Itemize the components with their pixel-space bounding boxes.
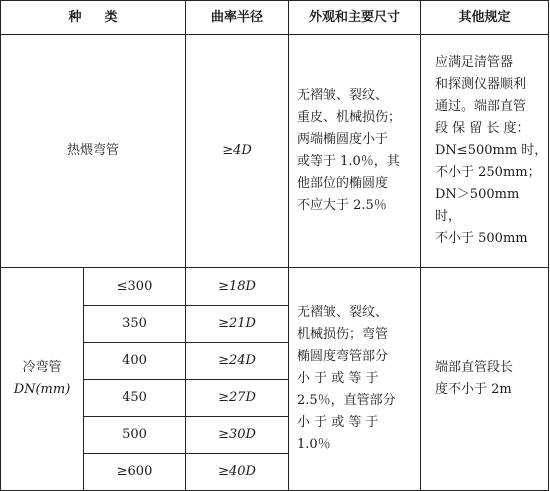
header-kind-char-2: 类 — [104, 9, 118, 25]
hot-bend-appearance-cell — [289, 35, 421, 268]
cold-bend-dn: 450 — [84, 380, 186, 417]
cold-bend-dn: 350 — [84, 306, 186, 343]
cold-bend-radius: ≥24D — [186, 343, 289, 380]
hot-bend-other: 应满足清管器 和探测仪器顺利 通过。端部直管 段 保 留 长 度： DN≤500mm 时， 不小于 250mm； DN＞500mm 时， 不小于 500mm — [435, 55, 548, 246]
header-kind-char-1: 种 — [68, 9, 82, 25]
hot-bend-radius: ≥4D — [186, 35, 289, 268]
cold-bend-dn: 400 — [84, 343, 186, 380]
hot-bend-row — [1, 35, 549, 268]
header-radius: 曲率半径 — [186, 1, 289, 35]
cold-bend-radius: ≥21D — [186, 306, 289, 343]
cold-bend-name-cell — [1, 268, 84, 491]
header-appearance: 外观和主要尺寸 — [289, 1, 421, 35]
cold-bend-radius: ≥40D — [186, 454, 289, 491]
cold-bend-appearance-cell — [289, 268, 421, 491]
cold-bend-dn: 500 — [84, 417, 186, 454]
header-row — [1, 1, 549, 35]
cold-bend-row — [1, 268, 549, 306]
cold-bend-other: 端部直管段长 度不小于 2m — [435, 360, 514, 397]
cold-bend-radius: ≥27D — [186, 380, 289, 417]
header-other: 其他规定 — [421, 1, 549, 35]
cold-bend-dn: ≥600 — [84, 454, 186, 491]
cold-bend-appearance: 无褶皱、裂纹、 机械损伤；弯管 椭圆度弯管部分 小 于 或 等 于 2.5％，直管部分 小 于 或 等 于 1.0％ — [297, 305, 396, 452]
header-kind — [1, 1, 186, 35]
cold-bend-dn-label: DN(mm) — [13, 382, 71, 397]
cold-bend-dn: ≤300 — [84, 268, 186, 306]
hot-bend-appearance: 无褶皱、裂纹、 重皮、机械损伤； 两端椭圆度小于 或等于 1.0％，其 他部位的椭圆度 不应大于 2.5％ — [297, 88, 402, 213]
hot-bend-name: 热煨弯管 — [1, 35, 186, 268]
cold-bend-name: 冷弯管 — [22, 360, 62, 375]
hot-bend-other-cell — [421, 35, 549, 268]
cold-bend-radius: ≥18D — [186, 268, 289, 306]
cold-bend-other-cell — [421, 268, 549, 491]
cold-bend-radius: ≥30D — [186, 417, 289, 454]
